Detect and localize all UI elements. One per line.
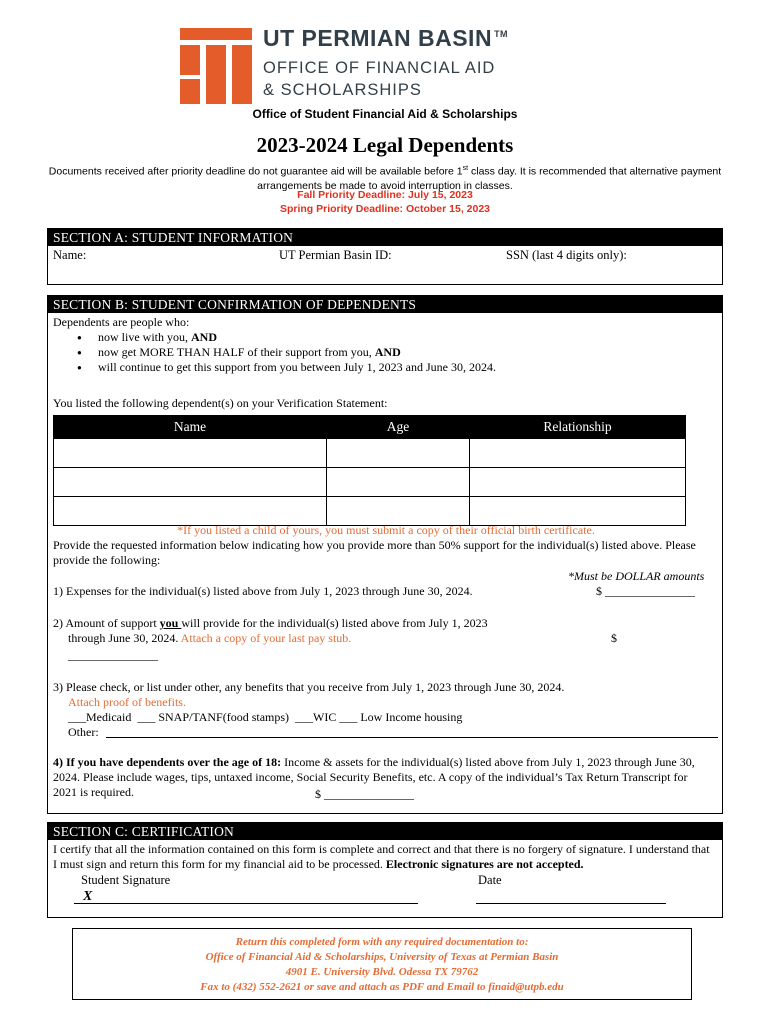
- cell-name[interactable]: [54, 468, 327, 497]
- section-c-heading: SECTION C: CERTIFICATION: [48, 823, 722, 840]
- logo-subtitle: [263, 57, 495, 101]
- criteria-item: [53, 360, 713, 375]
- dollar-note: *Must be DOLLAR amounts: [568, 569, 705, 583]
- col-header-age: Age: [327, 416, 470, 439]
- fall-deadline: Fall Priority Deadline: July 15, 2023: [297, 189, 473, 201]
- name-field[interactable]: Name:: [53, 248, 87, 262]
- page-title: 2023-2024 Legal Dependents: [256, 133, 514, 157]
- item2-you: you: [159, 616, 182, 630]
- cell-relationship[interactable]: [470, 468, 686, 497]
- criteria-bold: AND: [374, 345, 401, 359]
- criteria-item: [53, 330, 713, 345]
- item1-amount-field[interactable]: $ _______________: [596, 584, 695, 598]
- section-b-heading: SECTION B: STUDENT CONFIRMATION OF DEPENDENTS: [48, 296, 722, 313]
- listed-dependents-text: You listed the following dependent(s) on your Verification Statement:: [53, 396, 388, 410]
- date-label: Date: [478, 873, 502, 887]
- table-header-row: [54, 416, 686, 439]
- criteria-text: will continue to get this support from you between July 1, 2023 and June 30, 2024.: [98, 360, 496, 374]
- deadline-notice: [40, 162, 730, 193]
- logo-line2: OFFICE OF FINANCIAL AID: [263, 59, 496, 77]
- section-b: [47, 295, 723, 814]
- col-header-name: Name: [54, 416, 327, 439]
- item2-dollar: $: [611, 631, 617, 645]
- logo-wordmark: [263, 25, 508, 52]
- date-field[interactable]: [476, 903, 666, 904]
- signature-field[interactable]: [74, 903, 418, 904]
- other-benefits-field[interactable]: [106, 737, 718, 738]
- item2-amount-field[interactable]: _______________: [68, 648, 158, 662]
- section-a-heading: SECTION A: STUDENT INFORMATION: [48, 229, 722, 246]
- cell-age[interactable]: [327, 468, 470, 497]
- dependents-intro: Dependents are people who:: [53, 315, 190, 329]
- ssn-field[interactable]: SSN (last 4 digits only):: [506, 248, 627, 262]
- item2-text: [53, 616, 573, 631]
- item2-attach-note: Attach a copy of your last pay stub.: [180, 631, 352, 645]
- logo-line3: & SCHOLARSHIPS: [263, 81, 422, 99]
- notice-text-a: Documents received after priority deadline do not guarantee aid will be available before 1: [48, 165, 463, 178]
- footer-line2: Office of Financial Aid & Scholarships, University of Texas at Permian Basin: [205, 951, 559, 963]
- cell-relationship[interactable]: [470, 497, 686, 526]
- cell-age[interactable]: [327, 439, 470, 468]
- utpb-logo-icon: [180, 28, 252, 104]
- footer-line4: Fax to (432) 552-2621 or save and attach as PDF and Email to finaid@utpb.edu: [200, 981, 564, 993]
- certification-body: I certify that all the information contained on this form is complete and correct and that there is no forgery of signature. I understand that I must sign and return this form for my financial aid to be processed.: [53, 842, 710, 871]
- item4-bold: 4) If you have dependents over the age of 18:: [53, 755, 282, 769]
- benefits-checklist[interactable]: ___Medicaid ___ SNAP/TANF(food stamps) ___WIC ___ Low Income housing: [68, 710, 463, 724]
- item2-text-c: through June 30, 2024.: [68, 631, 181, 645]
- item1-text: 1) Expenses for the individual(s) listed above from July 1, 2023 through June 30, 2024.: [53, 584, 473, 598]
- item4-amount-field[interactable]: $ _______________: [315, 787, 414, 801]
- cell-relationship[interactable]: [470, 439, 686, 468]
- item4-body: Income & assets for the individual(s) listed above from July 1, 2023 through June 30, 2024. Please include wages, tips, untaxed income, Social Security Benefits, etc. A copy of the individual’s Tax Return Transcript for 2021 is required.: [53, 755, 695, 799]
- section-c: [47, 822, 723, 918]
- other-benefits-label: Other:: [68, 725, 99, 739]
- footer-line3: 4901 E. University Blvd. Odessa TX 79762: [285, 966, 479, 978]
- logo-tm: TM: [494, 29, 509, 40]
- office-name: Office of Student Financial Aid & Scholarships: [252, 107, 518, 121]
- certification-text: [53, 842, 713, 872]
- notice-sup: st: [462, 165, 469, 172]
- spring-deadline: Spring Priority Deadline: October 15, 2023: [279, 203, 491, 215]
- signature-x: X: [83, 889, 93, 904]
- table-row: [54, 439, 686, 468]
- table-row: [54, 497, 686, 526]
- return-instructions: [72, 928, 692, 1000]
- cell-name[interactable]: [54, 497, 327, 526]
- dependents-table: [53, 415, 686, 526]
- table-row: [54, 468, 686, 497]
- criteria-item: [53, 345, 713, 360]
- provide-info-text: Provide the requested information below indicating how you provide more than 50% support for the individual(s) listed above. Please provide the following:: [53, 538, 696, 567]
- child-note: *If you listed a child of yours, you must submit a copy of their official birth certificate.: [177, 523, 595, 537]
- criteria-bold: AND: [191, 330, 217, 344]
- item2-text-a: 2) Amount of support: [53, 616, 160, 630]
- cell-age[interactable]: [327, 497, 470, 526]
- logo-line1: UT PERMIAN BASIN: [263, 25, 493, 51]
- notice-text-b: class day. It is recommended that alternative payment arrangements be made to avoid interruption in classes.: [257, 165, 722, 192]
- footer-line1: Return this completed form with any required documentation to:: [235, 936, 529, 948]
- criteria-text: now get MORE THAN HALF of their support from you,: [98, 345, 375, 359]
- signature-label: Student Signature: [81, 873, 171, 887]
- certification-bold: Electronic signatures are not accepted.: [385, 857, 584, 871]
- item2-text-line2: [68, 631, 351, 646]
- criteria-text: now live with you,: [98, 330, 191, 344]
- col-header-relationship: Relationship: [470, 416, 686, 439]
- cell-name[interactable]: [54, 439, 327, 468]
- utpb-id-field[interactable]: UT Permian Basin ID:: [279, 248, 392, 262]
- section-a: [47, 228, 723, 285]
- item3-attach-note: Attach proof of benefits.: [68, 695, 186, 709]
- dependent-criteria-list: [53, 330, 713, 375]
- item3-text: 3) Please check, or list under other, any benefits that you receive from July 1, 2023 through June 30, 2024.: [53, 680, 565, 694]
- item2-text-b: will provide for the individual(s) listed above from July 1, 2023: [181, 616, 488, 630]
